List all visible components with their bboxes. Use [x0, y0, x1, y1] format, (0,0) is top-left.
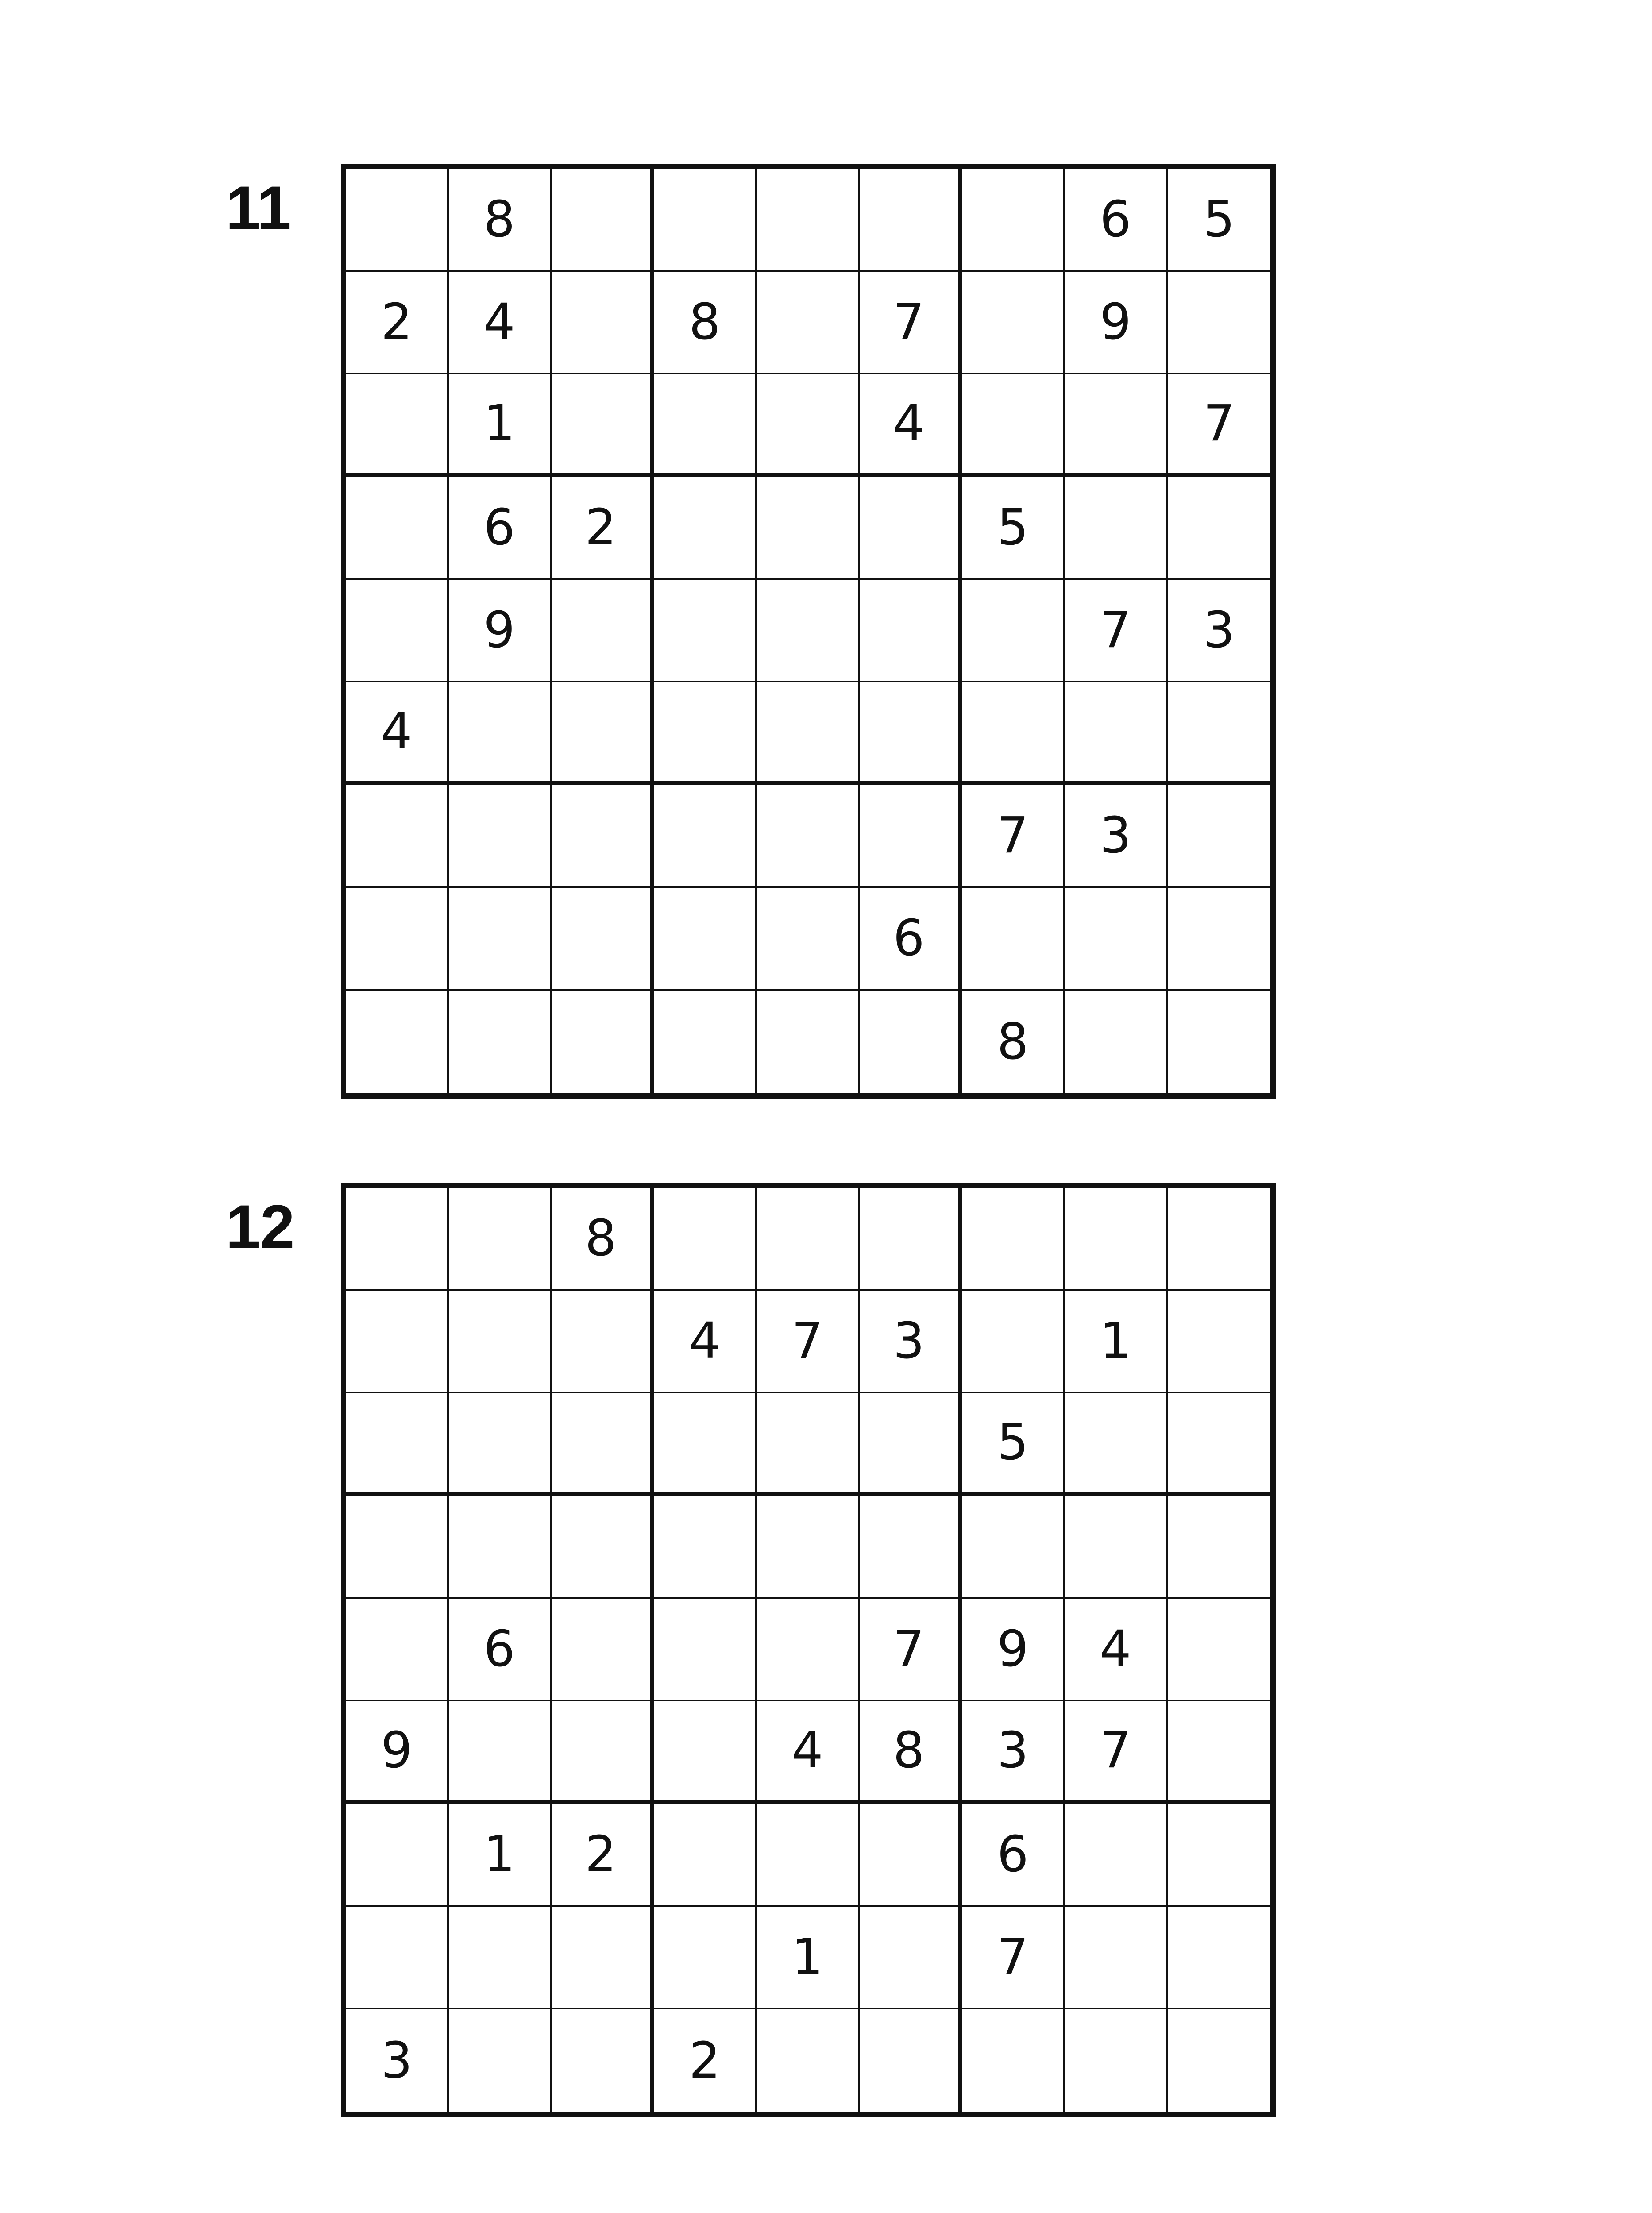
sudoku-cell[interactable] [552, 1393, 654, 1496]
sudoku-cell[interactable]: 4 [654, 1291, 757, 1393]
sudoku-cell[interactable] [962, 374, 1065, 477]
sudoku-cell[interactable] [449, 2009, 552, 2112]
sudoku-cell[interactable] [346, 1291, 449, 1393]
sudoku-cell[interactable] [552, 1599, 654, 1701]
sudoku-cell[interactable]: 3 [962, 1701, 1065, 1804]
sudoku-cell[interactable] [757, 1188, 860, 1291]
sudoku-cell[interactable]: 7 [1168, 374, 1270, 477]
sudoku-cell[interactable]: 7 [1065, 1701, 1168, 1804]
sudoku-cell[interactable] [1168, 1393, 1270, 1496]
sudoku-cell[interactable]: 6 [449, 1599, 552, 1701]
sudoku-cell[interactable] [552, 169, 654, 272]
sudoku-cell[interactable] [552, 1701, 654, 1804]
sudoku-cell[interactable] [1168, 2009, 1270, 2112]
sudoku-cell[interactable]: 7 [1065, 580, 1168, 682]
sudoku-cell[interactable] [1168, 272, 1270, 374]
sudoku-cell[interactable] [1168, 1291, 1270, 1393]
sudoku-cell[interactable] [860, 477, 962, 580]
sudoku-cell[interactable]: 9 [1065, 272, 1168, 374]
sudoku-cell[interactable] [552, 991, 654, 1093]
sudoku-cell[interactable] [757, 2009, 860, 2112]
sudoku-cell[interactable]: 6 [860, 888, 962, 991]
sudoku-cell[interactable]: 8 [552, 1188, 654, 1291]
sudoku-cell[interactable] [654, 1496, 757, 1599]
sudoku-cell[interactable] [346, 785, 449, 888]
sudoku-cell[interactable] [860, 580, 962, 682]
sudoku-cell[interactable] [1065, 682, 1168, 785]
sudoku-cell[interactable] [654, 888, 757, 991]
sudoku-cell[interactable] [346, 169, 449, 272]
sudoku-cell[interactable]: 8 [654, 272, 757, 374]
sudoku-cell[interactable]: 2 [654, 2009, 757, 2112]
sudoku-cell[interactable] [552, 580, 654, 682]
sudoku-cell[interactable] [1168, 1907, 1270, 2009]
sudoku-cell[interactable]: 7 [962, 785, 1065, 888]
sudoku-cell[interactable] [449, 682, 552, 785]
sudoku-cell[interactable] [346, 374, 449, 477]
sudoku-cell[interactable] [552, 1291, 654, 1393]
sudoku-cell[interactable] [346, 1496, 449, 1599]
sudoku-cell[interactable]: 8 [962, 991, 1065, 1093]
sudoku-cell[interactable] [860, 1907, 962, 2009]
sudoku-cell[interactable] [757, 169, 860, 272]
sudoku-cell[interactable] [1168, 991, 1270, 1093]
sudoku-cell[interactable] [552, 785, 654, 888]
sudoku-cell[interactable] [1168, 1496, 1270, 1599]
sudoku-cell[interactable] [962, 2009, 1065, 2112]
sudoku-cell[interactable] [1065, 1393, 1168, 1496]
sudoku-cell[interactable]: 3 [346, 2009, 449, 2112]
sudoku-cell[interactable] [1168, 1701, 1270, 1804]
sudoku-cell[interactable] [860, 1804, 962, 1907]
sudoku-cell[interactable] [449, 1496, 552, 1599]
sudoku-cell[interactable]: 4 [346, 682, 449, 785]
sudoku-cell[interactable] [346, 1907, 449, 2009]
sudoku-cell[interactable] [962, 169, 1065, 272]
sudoku-cell[interactable] [654, 477, 757, 580]
sudoku-cell[interactable] [860, 1188, 962, 1291]
sudoku-cell[interactable]: 9 [962, 1599, 1065, 1701]
sudoku-cell[interactable] [654, 1804, 757, 1907]
sudoku-cell[interactable] [757, 785, 860, 888]
sudoku-cell[interactable] [552, 888, 654, 991]
sudoku-cell[interactable] [757, 1599, 860, 1701]
sudoku-cell[interactable] [346, 477, 449, 580]
sudoku-cell[interactable] [1168, 1599, 1270, 1701]
sudoku-cell[interactable] [1065, 374, 1168, 477]
sudoku-cell[interactable]: 4 [449, 272, 552, 374]
sudoku-cell[interactable] [449, 1188, 552, 1291]
sudoku-cell[interactable]: 6 [962, 1804, 1065, 1907]
sudoku-cell[interactable] [552, 682, 654, 785]
sudoku-cell[interactable] [654, 785, 757, 888]
sudoku-cell[interactable] [1065, 2009, 1168, 2112]
sudoku-cell[interactable]: 7 [860, 1599, 962, 1701]
sudoku-cell[interactable] [346, 580, 449, 682]
sudoku-cell[interactable] [962, 888, 1065, 991]
sudoku-cell[interactable] [860, 169, 962, 272]
sudoku-cell[interactable] [1168, 1804, 1270, 1907]
sudoku-cell[interactable]: 1 [449, 1804, 552, 1907]
sudoku-cell[interactable] [962, 682, 1065, 785]
sudoku-cell[interactable] [962, 1291, 1065, 1393]
sudoku-cell[interactable] [346, 991, 449, 1093]
sudoku-cell[interactable]: 2 [552, 1804, 654, 1907]
sudoku-cell[interactable] [654, 169, 757, 272]
sudoku-cell[interactable]: 4 [757, 1701, 860, 1804]
sudoku-cell[interactable] [449, 1701, 552, 1804]
sudoku-cell[interactable]: 3 [860, 1291, 962, 1393]
sudoku-cell[interactable] [654, 1701, 757, 1804]
sudoku-cell[interactable] [449, 1907, 552, 2009]
sudoku-cell[interactable] [1168, 1188, 1270, 1291]
sudoku-cell[interactable] [346, 888, 449, 991]
sudoku-cell[interactable]: 8 [449, 169, 552, 272]
sudoku-cell[interactable]: 8 [860, 1701, 962, 1804]
sudoku-cell[interactable]: 3 [1168, 580, 1270, 682]
sudoku-grid [341, 164, 1276, 1099]
sudoku-cell[interactable] [860, 682, 962, 785]
sudoku-cell[interactable] [962, 272, 1065, 374]
sudoku-cell[interactable] [1168, 785, 1270, 888]
sudoku-cell[interactable] [860, 1496, 962, 1599]
sudoku-cell[interactable] [757, 888, 860, 991]
sudoku-cell[interactable] [757, 1804, 860, 1907]
sudoku-cell[interactable] [757, 991, 860, 1093]
sudoku-cell[interactable]: 4 [1065, 1599, 1168, 1701]
sudoku-cell[interactable] [346, 1188, 449, 1291]
sudoku-cell[interactable] [1168, 888, 1270, 991]
sudoku-cell[interactable] [1065, 477, 1168, 580]
sudoku-cell[interactable] [449, 785, 552, 888]
sudoku-cell[interactable] [757, 580, 860, 682]
sudoku-grid [341, 1183, 1276, 2117]
sudoku-cell[interactable] [346, 1599, 449, 1701]
sudoku-cell[interactable]: 9 [449, 580, 552, 682]
sudoku-cell[interactable] [962, 1188, 1065, 1291]
sudoku-cell[interactable]: 6 [1065, 169, 1168, 272]
sudoku-cell[interactable]: 6 [449, 477, 552, 580]
sudoku-cell[interactable] [552, 2009, 654, 2112]
sudoku-cell[interactable] [654, 580, 757, 682]
sudoku-cell[interactable] [654, 682, 757, 785]
sudoku-cell[interactable]: 1 [757, 1907, 860, 2009]
sudoku-cell[interactable] [1065, 1188, 1168, 1291]
puzzle-number: 11 [226, 173, 291, 243]
sudoku-cell[interactable] [757, 1393, 860, 1496]
sudoku-cell[interactable] [346, 1393, 449, 1496]
sudoku-cell[interactable]: 4 [860, 374, 962, 477]
sudoku-cell[interactable]: 1 [449, 374, 552, 477]
sudoku-cell[interactable] [346, 1804, 449, 1907]
sudoku-cell[interactable] [449, 1291, 552, 1393]
sudoku-cell[interactable] [654, 1907, 757, 2009]
sudoku-cell[interactable]: 7 [757, 1291, 860, 1393]
sudoku-cell[interactable] [449, 991, 552, 1093]
sudoku-cell[interactable] [757, 272, 860, 374]
puzzle-number: 12 [226, 1192, 295, 1261]
sudoku-cell[interactable]: 5 [1168, 169, 1270, 272]
sudoku-cell[interactable] [1168, 477, 1270, 580]
sudoku-cell[interactable] [860, 2009, 962, 2112]
sudoku-cell[interactable]: 5 [962, 1393, 1065, 1496]
sudoku-cell[interactable] [757, 374, 860, 477]
sudoku-cell[interactable] [552, 272, 654, 374]
sudoku-cell[interactable]: 7 [962, 1907, 1065, 2009]
sudoku-cell[interactable] [757, 477, 860, 580]
sudoku-cell[interactable] [654, 1393, 757, 1496]
sudoku-cell[interactable] [1065, 888, 1168, 991]
sudoku-cell[interactable] [757, 1496, 860, 1599]
sudoku-cell[interactable] [1065, 991, 1168, 1093]
sudoku-cell[interactable] [962, 1496, 1065, 1599]
sudoku-cell[interactable] [860, 991, 962, 1093]
sudoku-cell[interactable] [962, 580, 1065, 682]
sudoku-cell[interactable]: 2 [552, 477, 654, 580]
sudoku-cell[interactable]: 5 [962, 477, 1065, 580]
sudoku-cell[interactable] [654, 1599, 757, 1701]
sudoku-cell[interactable] [449, 888, 552, 991]
sudoku-cell[interactable] [860, 785, 962, 888]
sudoku-cell[interactable] [1065, 1907, 1168, 2009]
sudoku-cell[interactable]: 9 [346, 1701, 449, 1804]
sudoku-cell[interactable]: 2 [346, 272, 449, 374]
sudoku-cell[interactable]: 7 [860, 272, 962, 374]
sudoku-cell[interactable] [757, 682, 860, 785]
sudoku-cell[interactable] [552, 1907, 654, 2009]
sudoku-cell[interactable]: 1 [1065, 1291, 1168, 1393]
sudoku-cell[interactable] [449, 1393, 552, 1496]
sudoku-cell[interactable] [654, 991, 757, 1093]
sudoku-cell[interactable] [654, 374, 757, 477]
sudoku-cell[interactable] [552, 1496, 654, 1599]
sudoku-cell[interactable] [860, 1393, 962, 1496]
sudoku-cell[interactable] [1065, 1804, 1168, 1907]
sudoku-cell[interactable] [1065, 1496, 1168, 1599]
sudoku-cell[interactable] [1168, 682, 1270, 785]
sudoku-cell[interactable] [552, 374, 654, 477]
sudoku-cell[interactable]: 3 [1065, 785, 1168, 888]
sudoku-cell[interactable] [654, 1188, 757, 1291]
